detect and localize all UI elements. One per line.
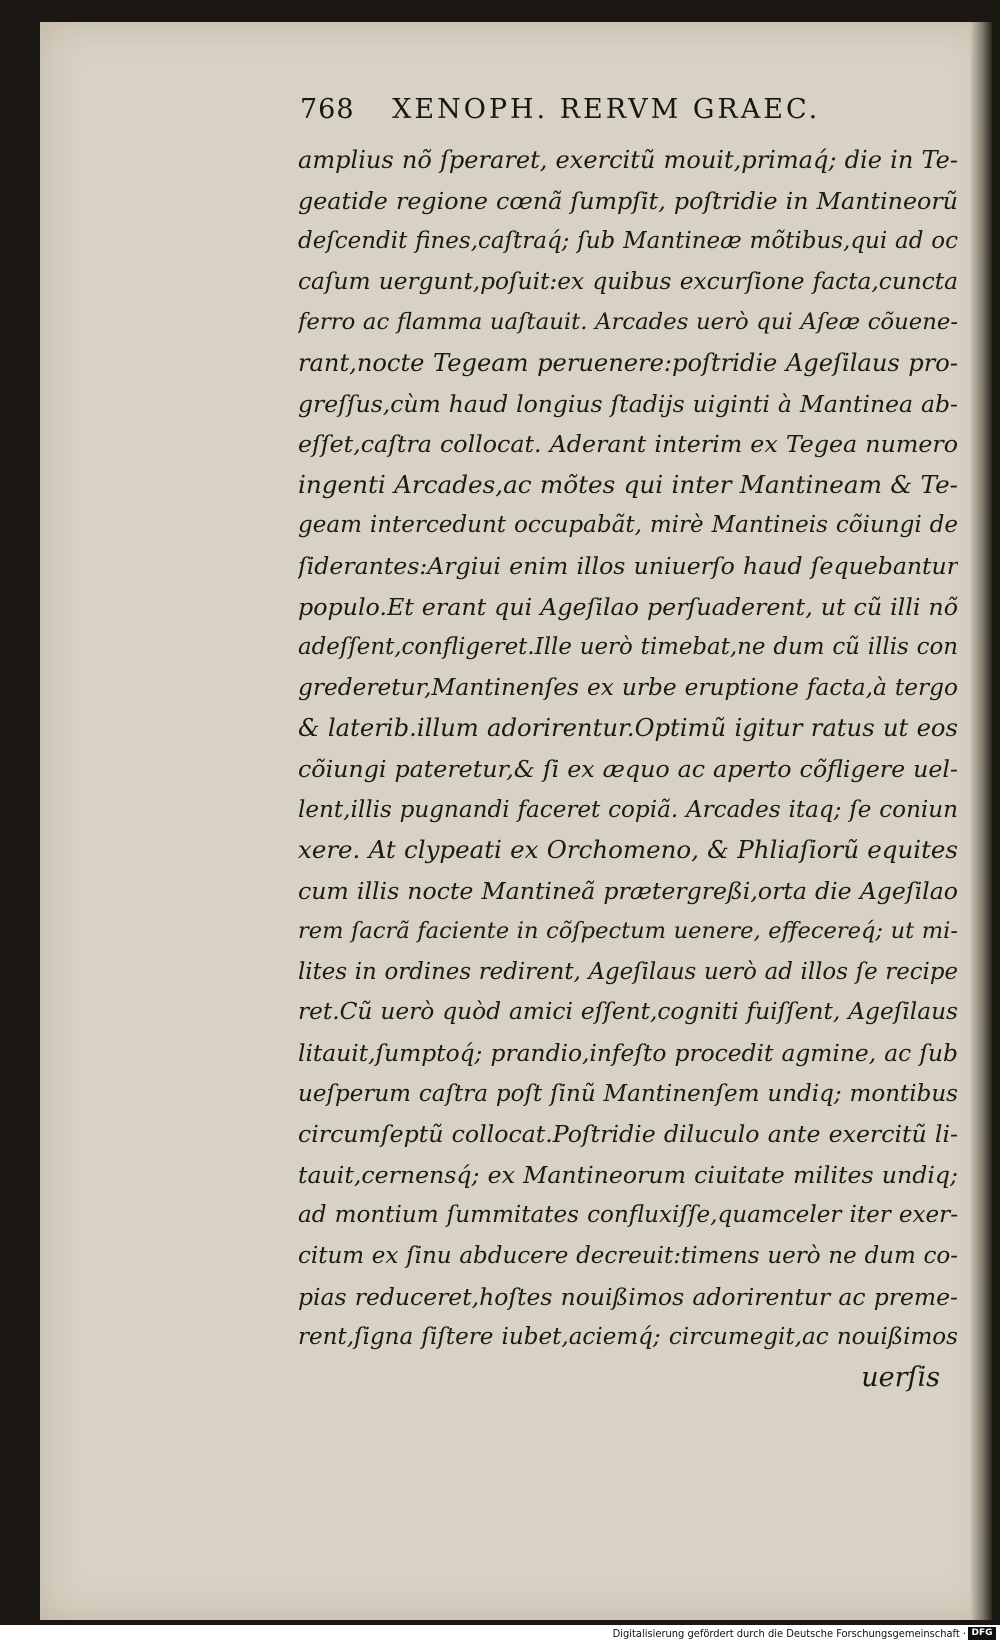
text-line: amplius nõ ſperaret, exercitũ mouit,primaq́; die in Te- [298,146,958,174]
text-line: rent,ſigna ſiſtere iubet,aciemq́; circumegit,ac nouißimos [298,1324,958,1351]
text-line: rant,nocte Tegeam peruenere:poſtridie Ageſilaus pro- [298,348,958,377]
text-line: ueſperum caſtra poſt ſinũ Mantinenſem undiq; montibus [298,1080,958,1107]
text-line: & laterib.illum adorirentur.Optimũ igitur ratus ut eos [298,713,958,743]
text-line: rem ſacrã faciente in cõſpectum uenere, effecereq́; ut mi- [298,918,958,945]
text-line: geam intercedunt occupabãt, mirè Mantineis cõiungi de [298,512,958,539]
text-line: circumſeptũ collocat.Poſtridie diluculo ante exercitũ li- [298,1120,958,1149]
dfg-logo: DFG [968,1627,996,1640]
running-header [300,94,900,134]
text-block [298,140,958,1398]
running-title: XENOPH. RERVM GRAEC. [392,94,821,125]
text-line: adeſſent,confligeret.Ille uerò timebat,ne dum cũ illis con [298,634,958,661]
text-line: ret.Cũ uerò quòd amici eſſent,cogniti fuiſſent, Ageſilaus [298,998,958,1026]
page-number: 768 [300,94,355,125]
text-line: litauit,ſumptoq́; prandio,infeſto procedit agmine, ac ſub [298,1039,958,1068]
text-line: ingenti Arcades,ac mõtes qui inter Mantineam & Te- [298,469,958,499]
text-line: cõiungi pateretur,& ſi ex æquo ac aperto cõfligere uel- [298,754,958,783]
digitization-footer [0,1625,1000,1642]
text-line: citum ex ſinu abducere decreuit:timens uerò ne dum co- [298,1243,958,1270]
text-line: ad montium ſummitates confluxiſſe,quamceler iter exer- [298,1202,958,1229]
page-spine-edge [970,22,992,1620]
text-line: populo.Et erant qui Ageſilao perſuaderent, ut cũ illi nõ [298,592,958,621]
text-line: tauit,cernensq́; ex Mantineorum ciuitate milites undiq; [298,1160,958,1189]
text-line: grederetur,Mantinenſes ex urbe eruptione facta,à tergo [298,673,958,701]
text-line: geatide regione cœnã ſumpſit, poſtridie in Mantineorũ [298,186,958,215]
text-line: pias reduceret,hoſtes nouißimos adorirentur ac preme- [298,1282,958,1311]
catchword: uerſis [861,1361,940,1393]
text-line: greſſus,cùm haud longius ſtadijs uiginti à Mantinea ab- [298,389,958,418]
text-line: lent,illis pugnandi faceret copiã. Arcades itaq; ſe coniun [298,796,958,823]
text-line: ſiderantes:Argiui enim illos uniuerſo haud ſequebantur [298,551,958,580]
text-line: lites in ordines redirent, Ageſilaus uerò ad illos ſe recipe [298,958,958,985]
text-line: ferro ac flamma uaſtauit. Arcades uerò qui Aſeæ cõuene- [298,309,958,336]
text-line: caſum uergunt,poſuit:ex quibus excurſione facta,cuncta [298,267,958,295]
funding-credit: Digitalisierung gefördert durch die Deutsche Forschungsgemeinschaft · [612,1627,966,1640]
text-line: xere. At clypeati ex Orchomeno, & Phliaſiorũ equites [298,835,958,865]
text-line: cum illis nocte Mantineã prætergreßi,orta die Ageſilao [298,876,958,905]
text-line: eſſet,caſtra collocat. Aderant interim ex Tegea numero [298,430,958,459]
text-line: deſcendit fines,caſtraq́; ſub Mantineæ mõtibus,qui ad oc [298,228,958,255]
